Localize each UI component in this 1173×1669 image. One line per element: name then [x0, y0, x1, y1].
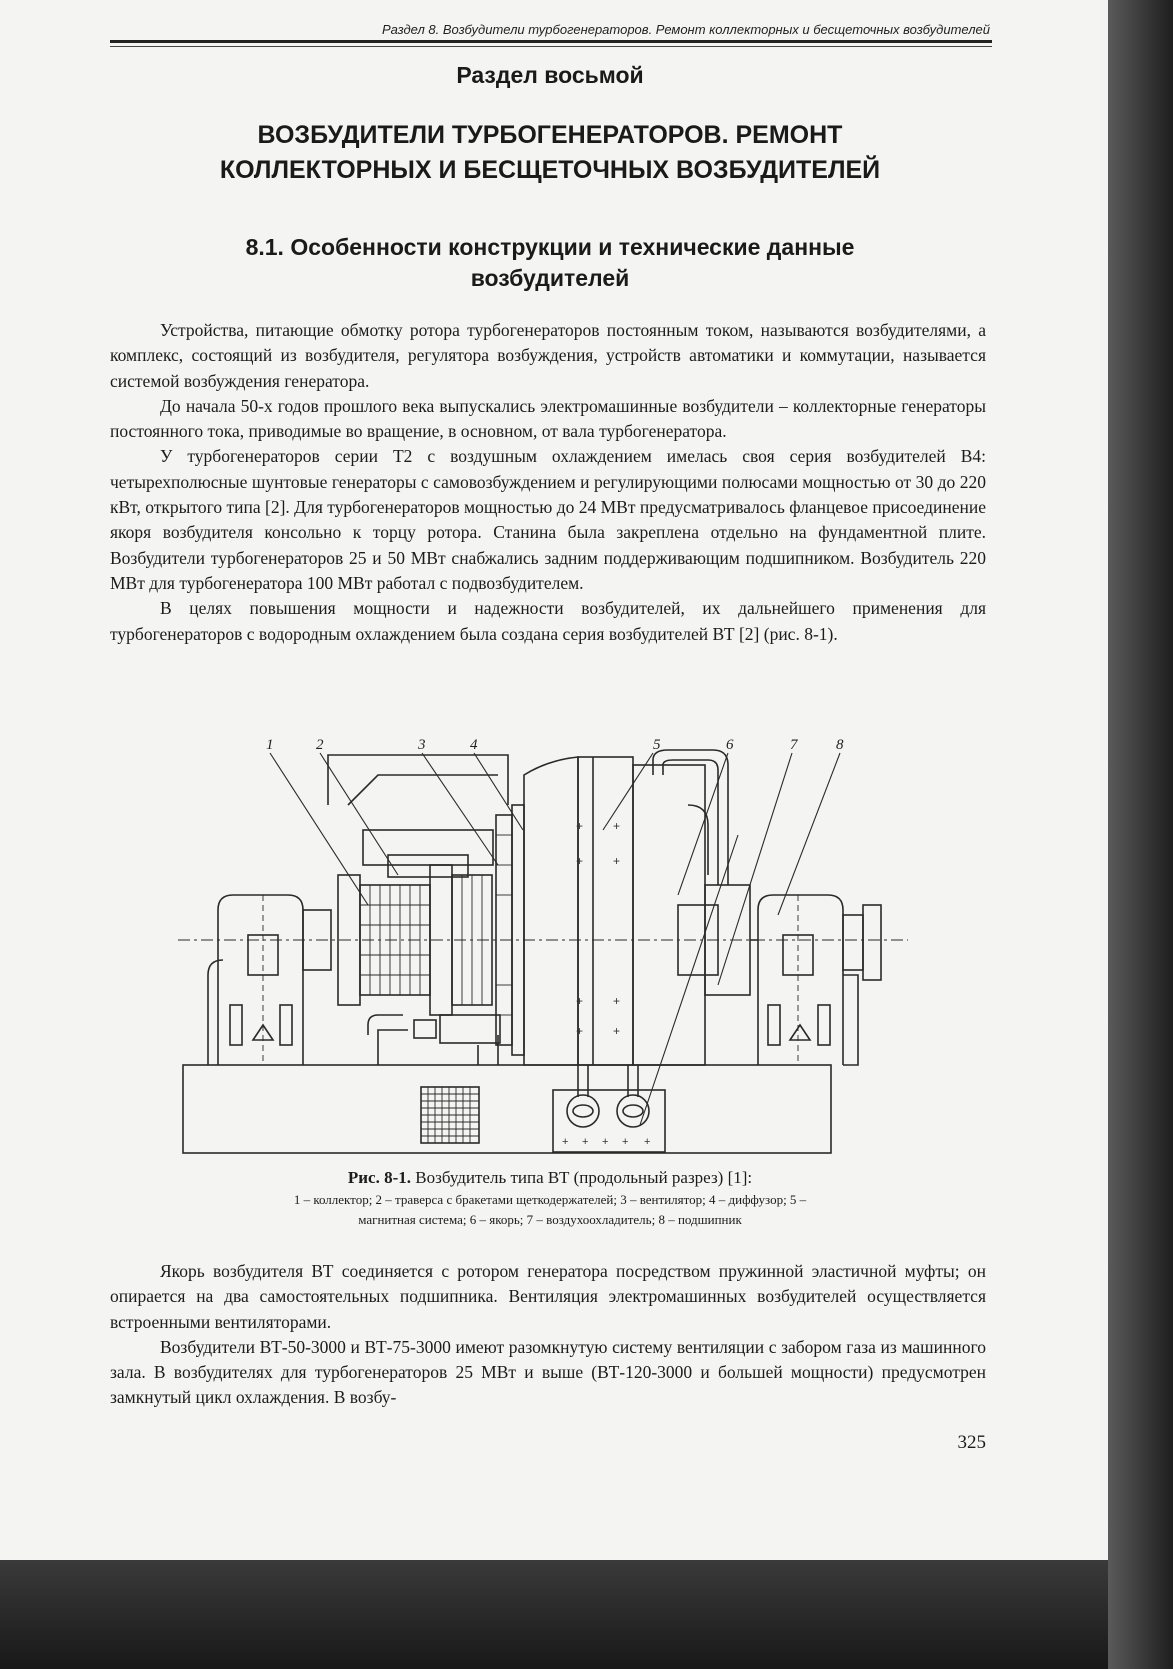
- svg-text:+: +: [602, 1136, 609, 1148]
- subsection-title-line: 8.1. Особенности конструкции и технические данные: [245, 234, 855, 260]
- figure-legend-line: магнитная система; 6 – якорь; 7 – воздухоохладитель; 8 – подшипник: [358, 1212, 742, 1227]
- svg-text:+: +: [622, 1136, 629, 1148]
- chapter-title: [110, 118, 990, 188]
- svg-text:+: +: [562, 1136, 569, 1148]
- callout-label: 3: [418, 737, 426, 753]
- header-rule: [110, 40, 992, 43]
- figure-caption-text: Возбудитель типа ВТ (продольный разрез) [1]:: [415, 1168, 753, 1187]
- paragraph: Возбудители ВТ-50-3000 и ВТ-75-3000 имеют разомкнутую систему вентиляции с забором газа из машинного зала. В возбудителях для турбогенераторов 25 МВт и выше (ВТ-120-3000 и большей мощности) предусмотрен замкнутый цикл охлаждения. В возбу-: [110, 1336, 986, 1408]
- callout-label: 1: [266, 737, 274, 753]
- svg-text:+: +: [613, 1024, 621, 1038]
- svg-text:+: +: [576, 819, 584, 833]
- page-number: 325: [957, 1432, 986, 1453]
- svg-text:+: +: [576, 994, 584, 1008]
- scan-edge-bottom: [0, 1560, 1108, 1669]
- callout-label: 8: [836, 737, 844, 753]
- callout-label: 2: [316, 737, 324, 753]
- figure-legend-line: 1 – коллектор; 2 – траверса с бракетами щеткодержателей; 3 – вентилятор; 4 – диффузор; 5 –: [293, 1192, 807, 1207]
- figure-title: [160, 1168, 940, 1188]
- callout-label: 5: [653, 737, 661, 753]
- svg-text:+: +: [644, 1136, 651, 1148]
- header-rule-thin: [110, 46, 992, 47]
- section-label: Раздел восьмой: [456, 62, 644, 88]
- svg-text:+: +: [613, 994, 621, 1008]
- svg-text:+: +: [613, 854, 621, 868]
- figure-legend: [160, 1190, 940, 1230]
- svg-text:+: +: [576, 854, 584, 868]
- paragraph: В целях повышения мощности и надежности возбудителей, их дальнейшего применения для турбогенераторов с водородным охлаждением была создана серия возбудителей ВТ [2] (рис. 8-1).: [110, 598, 986, 644]
- body-text-bottom: [110, 1259, 986, 1411]
- paragraph: У турбогенераторов серии Т2 с воздушным охлаждением имелась своя серия возбудителей В4: четырехполюсные шунтовые генераторы с самовозбуждением и регулирующими полюсами мощностью от 30 до 220 кВт, открытого типа [2]. Для турбогенераторов мощностью до 24 МВт предусматривалось фланцевое присоединение якоря возбудителя консольно к торцу ротора. Станина была закреплена отдельно на фундаментной плите. Возбудители турбогенераторов 25 и 50 МВт снабжались задним поддерживающим подшипником. Возбудитель 220 МВт для турбогенератора 100 МВт работал с подвозбудителем.: [110, 446, 986, 593]
- callout-label: 6: [726, 737, 734, 753]
- svg-text:+: +: [613, 819, 621, 833]
- paragraph: Якорь возбудителя ВТ соединяется с ротором генератора посредством пружинной эластичной муфты; он опирается на два самостоятельных подшипника. Вентиляция электромашинных возбудителей осуществляется встроенными вентиляторами.: [110, 1261, 986, 1332]
- figure-number: Рис. 8-1.: [347, 1168, 412, 1187]
- callout-label: 7: [790, 737, 798, 753]
- callout-label: 4: [470, 737, 478, 753]
- chapter-title-line: КОЛЛЕКТОРНЫХ И БЕСЩЕТОЧНЫХ ВОЗБУДИТЕЛЕЙ: [219, 156, 881, 184]
- paragraph: До начала 50-х годов прошлого века выпускались электромашинные возбудители – коллекторные генераторы постоянного тока, приводимые во вращение, в основном, от вала турбогенератора.: [110, 395, 986, 442]
- exciter-cross-section-drawing: [178, 735, 918, 1165]
- body-text-top: [110, 318, 986, 647]
- scan-edge-right: [1108, 0, 1173, 1669]
- svg-text:+: +: [582, 1136, 589, 1148]
- paragraph: Устройства, питающие обмотку ротора турбогенераторов постоянным током, называются возбудителями, а комплекс, состоящий из возбудителя, регулятора возбуждения, устройств автоматики и коммутации, называется системой возбуждения генератора.: [110, 320, 986, 391]
- running-head: Раздел 8. Возбудители турбогенераторов. Ремонт коллекторных и бесщеточных возбудителей: [381, 22, 990, 37]
- chapter-title-line: ВОЗБУДИТЕЛИ ТУРБОГЕНЕРАТОРОВ. РЕМОНТ: [257, 121, 843, 149]
- subsection-title: [110, 232, 990, 294]
- svg-text:+: +: [576, 1024, 584, 1038]
- figure-caption: [160, 1168, 940, 1230]
- subsection-title-line: возбудителей: [470, 265, 630, 291]
